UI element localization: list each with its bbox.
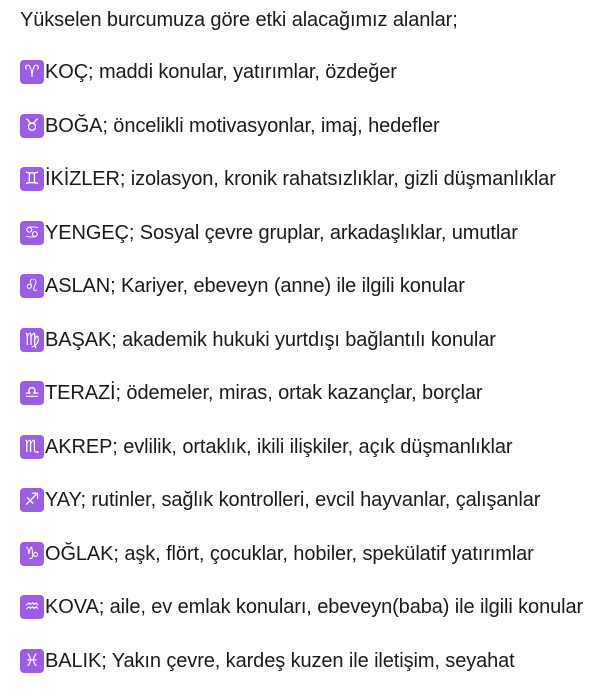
list-item [20, 112, 583, 166]
list-item [20, 540, 583, 594]
list-item [20, 379, 583, 433]
pisces-icon: ♓ [20, 649, 44, 673]
gemini-icon: ♊ [20, 167, 44, 191]
list-item-text: İKİZLER; izolasyon, kronik rahatsızlıklar, gizli düşmanlıklar [45, 165, 556, 193]
list-item-text: AKREP; evlilik, ortaklık, ikili ilişkiler, açık düşmanlıklar [45, 433, 512, 461]
list-item-text: OĞLAK; aşk, flört, çocuklar, hobiler, spekülatif yatırımlar [45, 540, 534, 568]
list-item-text: BAŞAK; akademik hukuki yurtdışı bağlantılı konular [45, 326, 496, 354]
aquarius-icon: ♒ [20, 595, 44, 619]
cancer-icon: ♋ [20, 221, 44, 245]
list-item [20, 433, 583, 487]
list-item [20, 165, 583, 219]
list-item-text: YAY; rutinler, sağlık kontrolleri, evcil hayvanlar, çalışanlar [45, 486, 540, 514]
aries-icon: ♈ [20, 60, 44, 84]
scorpio-icon: ♏ [20, 435, 44, 459]
sagittarius-icon: ♐ [20, 488, 44, 512]
capricorn-icon: ♑ [20, 542, 44, 566]
list-item-text: BALIK; Yakın çevre, kardeş kuzen ile iletişim, seyahat [45, 647, 515, 675]
list-item [20, 272, 583, 326]
list-item [20, 219, 583, 273]
list-item [20, 647, 583, 700]
list-item-text: KOVA; aile, ev emlak konuları, ebeveyn(baba) ile ilgili konular [45, 593, 583, 621]
list-item-text: YENGEÇ; Sosyal çevre gruplar, arkadaşlıklar, umutlar [45, 219, 518, 247]
taurus-icon: ♉ [20, 114, 44, 138]
list-item [20, 486, 583, 540]
libra-icon: ♎ [20, 381, 44, 405]
list-item-text: ASLAN; Kariyer, ebeveyn (anne) ile ilgili konular [45, 272, 465, 300]
list-item [20, 58, 583, 112]
list-item [20, 593, 583, 647]
intro-text: Yükselen burcumuza göre etki alacağımız alanlar; [20, 6, 458, 34]
leo-icon: ♌ [20, 274, 44, 298]
list-item-text: BOĞA; öncelikli motivasyonlar, imaj, hedefler [45, 112, 440, 140]
virgo-icon: ♍ [20, 328, 44, 352]
list-item-text: TERAZİ; ödemeler, miras, ortak kazançlar, borçlar [45, 379, 482, 407]
list-item-text: KOÇ; maddi konular, yatırımlar, özdeğer [45, 58, 397, 86]
list-item [20, 326, 583, 380]
zodiac-list [20, 58, 583, 700]
